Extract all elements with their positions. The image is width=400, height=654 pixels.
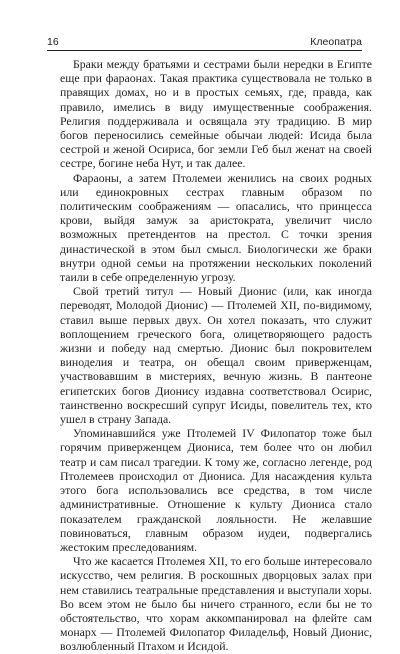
page-number: 16 bbox=[47, 36, 59, 48]
running-head bbox=[47, 35, 362, 51]
paragraph: Фараоны, а затем Птолемеи женились на своих родных или единокровных сестрах главным образом по политическим соображениям — опасались, что принцесса крови, выйдя замуж за аристократа, увеличит число возможных претендентов на престол. С точки зрения династической в этом был смысл. Биологически же браки внутри одной семьи на протяжении нескольких поколений таили в себе определенную угрозу. bbox=[60, 170, 372, 285]
paragraph: Браки между братьями и сестрами были нередки в Египте еще при фараонах. Такая практика существовала не только в правящих домах, но и в простых семьях, где, правда, как правило, имелись в виду имущественные соображения. Религия поддерживала и освящала эту традицию. В мир богов переносились семейные обычаи людей: Исида была сестрой и женой Осириса, бог земли Геб был женат на своей сестре, богине неба Нут, и так далее. bbox=[60, 57, 372, 171]
header-rule bbox=[47, 50, 362, 51]
book-title: Клеопатра bbox=[310, 36, 362, 48]
paragraph: Свой третий титул — Новый Дионис (или, как иногда переводят, Молодой Дионис) — Птолемей XII, по-видимому, ставил выше первых двух. Он хотел показать, что служит воплощением греческого бога, олицетворяющего радость жизни и победу над смертью. Дионис был покровителем виноделия и театра, он обещал своим приверженцам, участвовавшим в мистериях, вечную жизнь. В пантеоне египетских богов Дионису издавна соответствовал Осирис, таинственно воскресший супруг Исиды, повелитель тех, кто ушел в страну Запада. bbox=[60, 284, 372, 427]
paragraph: Что же касается Птолемея XII, то его больше интересовало искусство, чем религия. В роскошных дворцовых залах при нем ставились театральные представления и выступали хоры. Во всем этом не было бы ничего странного, если бы не то обстоятельство, что хорам аккомпанировал на флейте сам монарх — Птолемей Филопатор Филадельф, Новый Дионис, возлюбленный Птахом и Исидой. bbox=[60, 554, 372, 654]
paragraph: Упоминавшийся уже Птолемей IV Филопатор тоже был горячим приверженцем Диониса, тем более что он любил театр и сам писал трагедии. К тому же, согласно легенде, род Птолемеев происходил от Диониса. Для насаждения культа этого бога использовались все средства, в том числе административные. Отношение к культу Диониса стало показателем гражданской лояльности. Не желавшие повиноваться, главным образом иудеи, подвергались жестоким преследованиям. bbox=[60, 426, 372, 554]
body-text bbox=[60, 57, 372, 654]
